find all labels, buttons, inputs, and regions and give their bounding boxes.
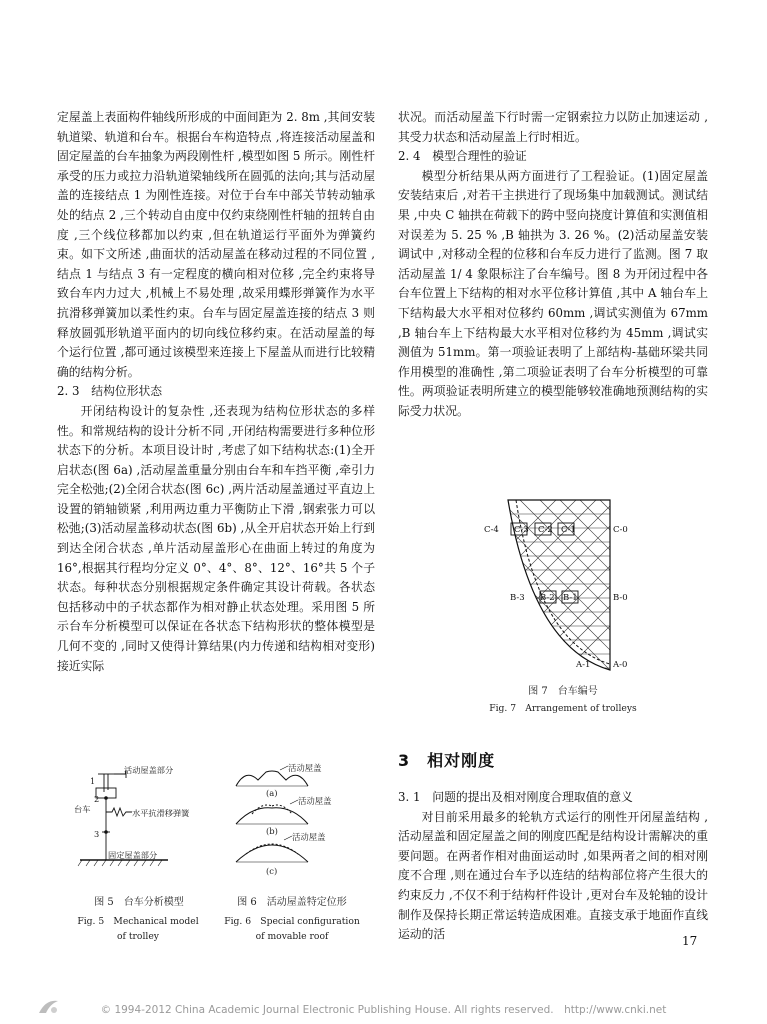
node-3 bbox=[104, 830, 108, 834]
figure-7-caption-cn: 图 7 台车编号 bbox=[528, 686, 598, 697]
rigid-bar-1 bbox=[104, 774, 108, 792]
figure-5-caption-en-line1: Fig. 5 Mechanical model bbox=[77, 916, 199, 927]
section-heading-2-3: 2. 3 结构位形状态 bbox=[57, 384, 163, 399]
label-config-b: (b) bbox=[266, 826, 278, 836]
label-c1: C-1 bbox=[561, 525, 576, 535]
config-b-shape bbox=[236, 808, 308, 824]
spring-symbol bbox=[106, 808, 132, 816]
figure-5-trolley-model bbox=[68, 762, 210, 878]
label-node-2: 2 bbox=[94, 794, 100, 804]
figure-5-caption-en-line2: of trolley bbox=[117, 931, 159, 942]
label-trolley: 台车 bbox=[74, 804, 91, 814]
label-a0: A-0 bbox=[613, 660, 628, 670]
label-a-roof: 活动屋盖 bbox=[288, 763, 322, 773]
paragraph: 定屋盖上表面构件轴线所形成的中面间距为 2. 8m ,其间安装轨道梁、轨道和台车。根据台车构造特点 ,将连接活动屋盖和固定屋盖的台车抽象为两段刚性杆 ,模型如图 5 所示。刚性杆承受的压力或拉力沿轨道梁轴线所在圆弧的法向;其与活动屋盖的连接结点 1 为刚性连接。对位于台车中部关节转动轴承处的结点 2 ,三个转动自由度中仅约束绕刚性杆轴的扭转自由度 ,三个线位移都加以约束 ,但在轨道运行平面外为弹簧约束。如下文所述 ,曲面状的活动屋盖在移动过程的不同位置 ,结点 1 与结点 3 有一定程度的横向相对位移 ,完全约束将导致台车内力过大 ,机械上不易处理 ,故采用蝶形弹簧作为水平抗滑移弹簧加以柔性约束。台车与固定屋盖连接的结点 3 则释放圆弧形轨道平面内的切向线位移约束。在活动屋盖的每个运行位置 ,都可通过该模型来连接上下屋盖从而进行比较精确的结构分析。 bbox=[57, 110, 375, 379]
paragraph: 模型分析结果从两方面进行了工程验证。(1)固定屋盖安装结束后 ,对若干主拱进行了现场集中加载测试。测试结果 ,中央 C 轴拱在荷载下的跨中竖向挠度计算值和实测值相对误差为 5. 25 % ,B 轴拱为 3. 26 %。(2)活动屋盖安装调试中 ,对移动全程的位移和台车反力进行了监测。图 7 取活动屋盖 1/ 4 象限标注了台车编号。图 8 为开闭过程中各台车位置上下结构的相对水平位移计算值 ,其中 A 轴台车上下结构最大水平相对位移约 60mm ,调试实测值为 67mm ,B 轴台车上下结构最大水平相对位移约为 45mm ,调试实测值为 51mm。第一项验证表明了上部结构-基础环梁共同作用模型的准确性 ,第二项验证表明了台车分析模型的可靠性。两项验证表明所建立的模型能够较准确地预测结构的实际受力状况。 bbox=[398, 168, 708, 418]
node-2 bbox=[104, 796, 108, 800]
copyright-footer: © 1994-2012 China Academic Journal Electronic Publishing House. All rights reserved. http://www.cnki.net bbox=[100, 1004, 667, 1016]
figure-5-caption-en bbox=[60, 914, 216, 944]
label-c2: C-2 bbox=[538, 525, 553, 535]
label-c-roof: 活动屋盖 bbox=[292, 832, 326, 842]
label-config-c: (c) bbox=[266, 866, 278, 876]
page-number: 17 bbox=[682, 934, 698, 948]
left-column bbox=[57, 108, 375, 676]
label-config-a: (a) bbox=[266, 788, 278, 798]
label-c3: C-3 bbox=[514, 525, 529, 535]
config-a-shape bbox=[236, 771, 308, 786]
label-b0: B-0 bbox=[613, 593, 628, 603]
figure-6-caption-en bbox=[206, 914, 378, 944]
label-node-1: 1 bbox=[90, 776, 96, 786]
figure-6-roof-configurations bbox=[222, 762, 362, 890]
label-c0: C-0 bbox=[613, 525, 628, 535]
subsection-heading-3-1: 3. 1 问题的提出及相对刚度合理取值的意义 bbox=[398, 790, 633, 804]
paragraph: 状况。而活动屋盖下行时需一定钢索拉力以防止加速运动 ,其受力状态和活动屋盖上行时相近。 bbox=[398, 110, 708, 144]
right-column bbox=[398, 108, 708, 422]
label-b-roof: 活动屋盖 bbox=[298, 796, 332, 806]
paragraph: 开闭结构设计的复杂性 ,还表现为结构位形状态的多样性。和常规结构的设计分析不同 ,开闭结构需要进行多种位形状态下的分析。本项目设计时 ,考虑了如下结构状态:(1)全开启状态(图 6a) ,活动屋盖重量分别由台车和车挡平衡 ,牵引力完全松弛;(2)全闭合状态(图 6c) ,两片活动屋盖通过平直边上设置的销轴锁紧 ,利用两边重力平衡防止下滑 ,钢索张力可以松弛;(3)活动屋盖移动状态(图 6b) ,从全开启状态开始上行到到达全闭合状态 ,单片活动屋盖形心在曲面上转过的角度为 16°,根据其行程均分定义 0°、4°、8°、12°、16°共 5 个子状态。每种状态分别根据规定条件确定其设计荷载。各状态包括移动中的子状态都作为相对静止状态处理。采用图 5 所示台车分析模型可以保证在各状态下结构形状的整体模型是几何不变的 ,同时又使得计算结果(内力传递和结构相对变形)接近实际 bbox=[57, 403, 375, 673]
label-c4: C-4 bbox=[484, 525, 499, 535]
label-b2: B-2 bbox=[540, 593, 555, 603]
figure-6-caption-en-line1: Fig. 6 Special configuration bbox=[224, 916, 360, 927]
paragraph: 对目前采用最多的轮轨方式运行的刚性开闭屋盖结构 ,活动屋盖和固定屋盖之间的刚度匹配是结构设计需解决的重要问题。在两者作相对曲面运动时 ,如果两者之间的相对刚度不合理 ,则在通过台车予以连结的结构部位将产生很大的约束反力 ,不仅不利于结构杆件设计 ,更对台车及轮轴的设计制作及保持长期正常运转造成困难。直接支承于地面作直线运动的活 bbox=[398, 809, 708, 942]
label-node-3: 3 bbox=[94, 829, 100, 839]
figure-7-trolley-arrangement bbox=[478, 498, 648, 680]
label-upper-roof: 活动屋盖部分 bbox=[124, 765, 174, 775]
label-fixed-roof: 固定屋盖部分 bbox=[108, 850, 158, 860]
figure-5-caption-cn: 图 5 台车分析模型 bbox=[94, 897, 184, 908]
section-heading-2-4: 2. 4 模型合理性的验证 bbox=[398, 149, 527, 164]
figure-6-caption-en-line2: of movable roof bbox=[255, 931, 329, 942]
section-3-heading: 3 相对刚度 bbox=[398, 751, 496, 770]
figure-6-caption-cn: 图 6 活动屋盖特定位形 bbox=[237, 897, 347, 908]
label-b3: B-3 bbox=[510, 593, 525, 603]
label-b1: B-1 bbox=[563, 593, 578, 603]
label-a1: A-1 bbox=[576, 660, 591, 670]
label-spring: 水平抗滑移弹簧 bbox=[132, 808, 190, 818]
figure-7-caption-en: Fig. 7 Arrangement of trolleys bbox=[489, 703, 637, 714]
section-3-body bbox=[398, 788, 708, 945]
